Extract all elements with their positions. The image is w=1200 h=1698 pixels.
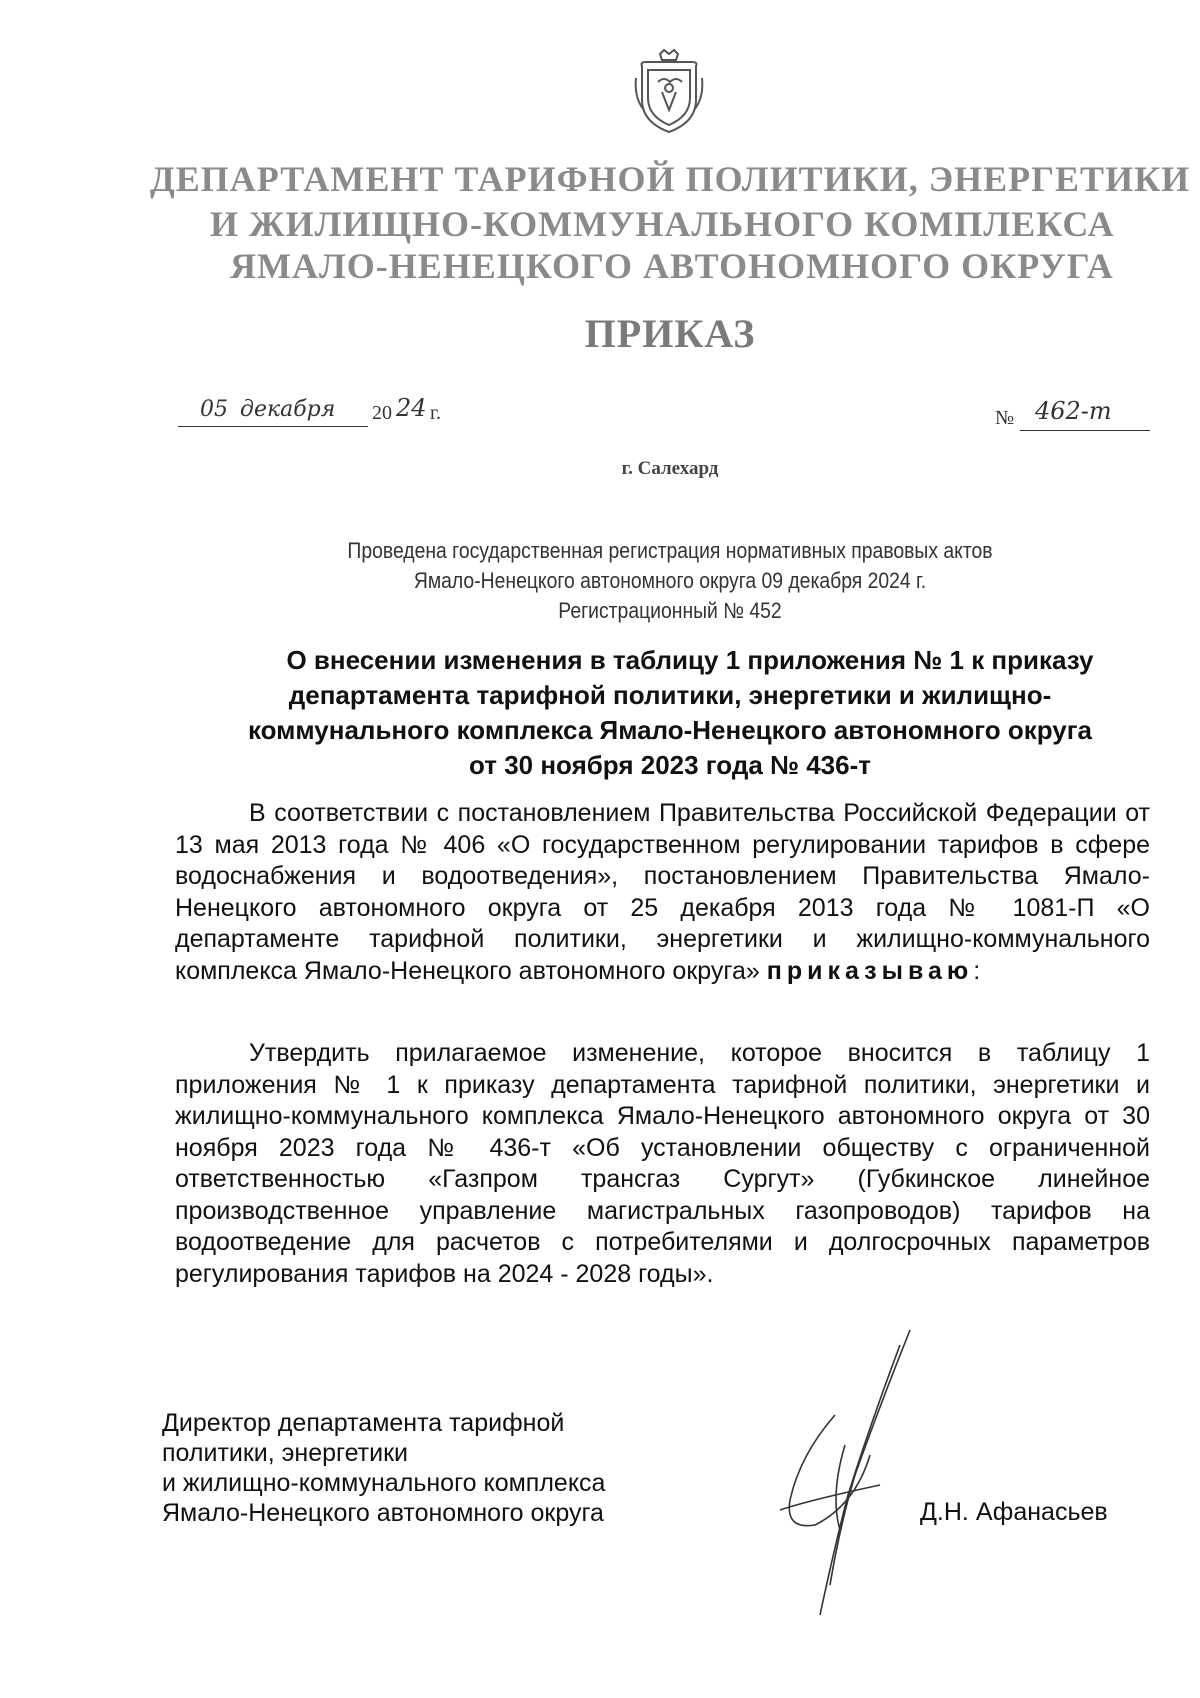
- date-day: 05: [200, 397, 228, 422]
- department-name-line-3: ЯМАЛО-НЕНЕЦКОГО АВТОНОМНОГО ОКРУГА: [230, 246, 1114, 286]
- department-name-line-1: ДЕПАРТАМЕНТ ТАРИФНОЙ ПОЛИТИКИ, ЭНЕРГЕТИКИ: [150, 159, 1191, 199]
- subject-line-3: коммунального комплекса Ямало-Ненецкого автономного округа: [247, 715, 1093, 745]
- city-name: г. Салехард: [621, 458, 719, 479]
- date-century: 20: [372, 402, 392, 424]
- registration-line-2: Ямало-Ненецкого автономного округа 09 декабря 2024 г.: [413, 568, 927, 593]
- body-paragraph-1-text: В соответствии с постановлением Правительства Российской Федерации от 13 мая 2013 года № 406 «О государственном регулировании тарифов в сфере водоснабжения и водоотведения», постановлением Правительства Ямало-Ненецкого автономного округа от 25 декабря 2013 года № 1081-П «О департаменте тарифной политики, энергетики и жилищно-коммунального комплекса Ямало-Ненецкого автономного округа»: [175, 799, 1150, 985]
- signer-name: Д.Н. Афанасьев: [920, 1498, 1108, 1526]
- number-label: №: [995, 407, 1015, 429]
- order-verb-colon: :: [973, 956, 981, 985]
- date-suffix: г.: [430, 402, 441, 424]
- subject-line-2: департамента тарифной политики, энергетики и жилищно-: [288, 680, 1052, 710]
- signatory-title-line-1: Директор департамента тарифной: [162, 1409, 565, 1437]
- date-year: 24: [396, 394, 427, 422]
- signatory-title-line-2: политики, энергетики: [162, 1439, 408, 1467]
- registration-line-1: Проведена государственная регистрация нормативных правовых актов: [347, 538, 993, 563]
- document-type-title: ПРИКАЗ: [584, 311, 756, 356]
- signatory-title-line-4: Ямало-Ненецкого автономного округа: [162, 1499, 604, 1527]
- coat-of-arms-icon: [632, 48, 706, 134]
- subject-line-4: от 30 ноября 2023 года № 436-т: [469, 750, 871, 780]
- order-number: 462-т: [1035, 397, 1112, 425]
- date-month: декабря: [240, 397, 336, 422]
- subject-line-1: О внесении изменения в таблицу 1 приложения № 1 к приказу: [286, 645, 1094, 675]
- department-name-line-2: И ЖИЛИЩНО-КОММУНАЛЬНОГО КОМПЛЕКСА: [210, 204, 1115, 244]
- signatory-title-line-3: и жилищно-коммунального комплекса: [162, 1469, 606, 1497]
- body-paragraph-2: [175, 1038, 1150, 1290]
- body-paragraph-2-text: Утвердить прилагаемое изменение, которое вносится в таблицу 1 приложения № 1 к приказу департамента тарифной политики, энергетики и жилищно-коммунального комплекса Ямало-Ненецкого автономного округа от 30 ноября 2023 года № 436-т «Об установлении обществу с ограниченной ответственностью «Газпром трансгаз Сургут» (Губкинское линейное производственное управление магистральных газопроводов) тарифов на водоотведение для расчетов с потребителями и долгосрочных параметров регулирования тарифов на 2024 - 2028 годы».: [175, 1039, 1150, 1288]
- order-verb: приказываю: [766, 956, 974, 985]
- body-paragraph-1: [175, 798, 1150, 987]
- registration-line-3: Регистрационный № 452: [558, 598, 782, 623]
- handwritten-signature: [760, 1325, 920, 1625]
